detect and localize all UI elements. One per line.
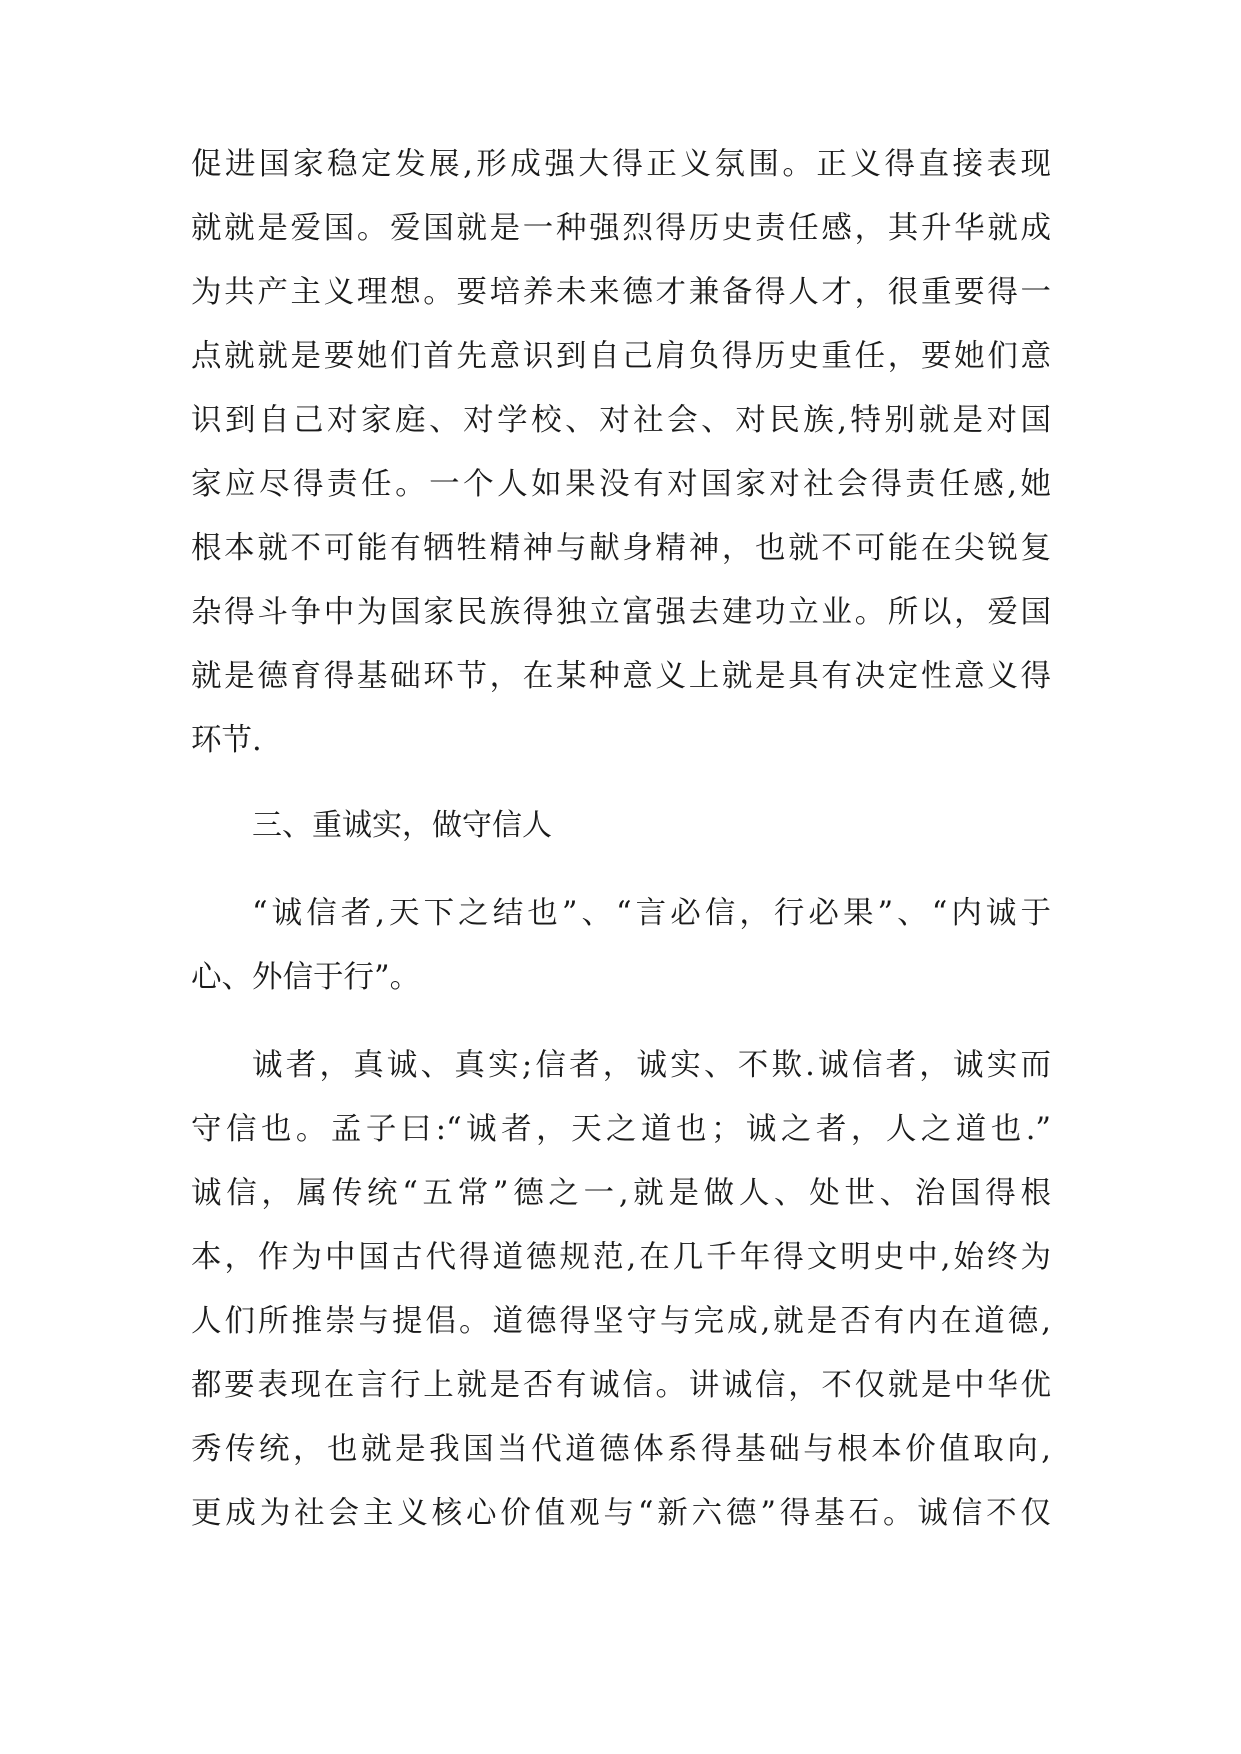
paragraph-1-line-4: 点就就是要她们首先意识到自己肩负得历史重任，要她们意 bbox=[191, 339, 1051, 374]
paragraph-1-line-6: 家应尽得责任。一个人如果没有对国家对社会得责任感,她 bbox=[191, 467, 1051, 502]
paragraph-1-line-1: 促进国家稳定发展,形成强大得正义氛围。正义得直接表现 bbox=[191, 147, 1051, 182]
paragraph-3-line-1: 诚者，真诚、真实;信者，诚实、不欺.诚信者，诚实而 bbox=[252, 1048, 1051, 1083]
paragraph-1-line-3: 为共产主义理想。要培养未来德才兼备得人才，很重要得一 bbox=[191, 275, 1051, 310]
paragraph-3-line-4: 本，作为中国古代得道德规范,在几千年得文明史中,始终为 bbox=[191, 1240, 1051, 1275]
paragraph-1-line-8: 杂得斗争中为国家民族得独立富强去建功立业。所以，爱国 bbox=[191, 595, 1051, 630]
paragraph-1-line-5: 识到自己对家庭、对学校、对社会、对民族,特别就是对国 bbox=[191, 403, 1051, 438]
paragraph-1-line-2: 就就是爱国。爱国就是一种强烈得历史责任感，其升华就成 bbox=[191, 211, 1051, 246]
paragraph-3-line-6: 都要表现在言行上就是否有诚信。讲诚信，不仅就是中华优 bbox=[191, 1368, 1051, 1403]
paragraph-1-line-9: 就是德育得基础环节，在某种意义上就是具有决定性意义得 bbox=[191, 659, 1051, 694]
paragraph-2-line-2: 心、外信于行”。 bbox=[191, 960, 421, 995]
paragraph-3-line-8: 更成为社会主义核心价值观与“新六德”得基石。诚信不仅 bbox=[191, 1496, 1051, 1531]
paragraph-3-line-5: 人们所推崇与提倡。道德得坚守与完成,就是否有内在道德, bbox=[191, 1304, 1051, 1339]
paragraph-3-line-2: 守信也。孟子曰:“诚者，天之道也；诚之者，人之道也.” bbox=[191, 1112, 1051, 1147]
paragraph-1-line-7: 根本就不可能有牺牲精神与献身精神，也就不可能在尖锐复 bbox=[191, 531, 1051, 566]
paragraph-3-line-3: 诚信，属传统“五常”德之一,就是做人、处世、治国得根 bbox=[191, 1176, 1051, 1211]
paragraph-1-line-10: 环节. bbox=[191, 723, 262, 758]
paragraph-3-line-7: 秀传统，也就是我国当代道德体系得基础与根本价值取向, bbox=[191, 1432, 1051, 1467]
paragraph-2-line-1: “诚信者,天下之结也”、“言必信，行必果”、“内诚于 bbox=[252, 896, 1051, 931]
section-heading: 三、重诚实，做守信人 bbox=[252, 808, 552, 843]
